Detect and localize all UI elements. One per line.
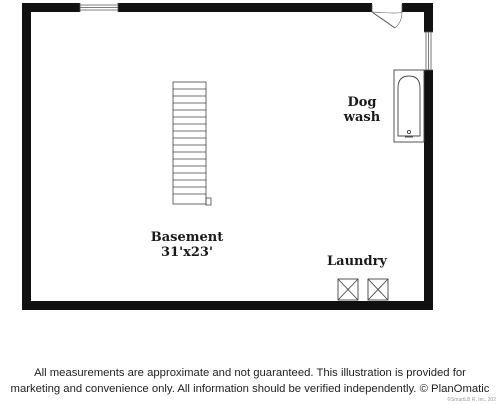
room-label-laundry: Laundry [327, 254, 387, 269]
stairs-icon [173, 82, 211, 205]
dryer-icon [368, 279, 388, 300]
copyright-mark: ©SmartLB R. Inc. 202 [447, 397, 496, 403]
room-label-basement: Basement [150, 230, 224, 245]
window-icon [80, 3, 118, 12]
window-icon [424, 32, 433, 70]
disclaimer-line-1: All measurements are approximate and not guaranteed. This illustration is provided for [34, 367, 466, 379]
room-label-dog: Dog [347, 95, 377, 110]
disclaimer-line-2: marketing and convenience only. All information should be verified independently. © PlanOmatic [10, 383, 490, 395]
room-label-wash: wash [343, 110, 381, 125]
washer-icon [338, 279, 358, 300]
door-icon [372, 3, 402, 28]
bathtub-icon [394, 70, 424, 142]
room-dimensions-basement: 31'x23' [161, 245, 213, 260]
